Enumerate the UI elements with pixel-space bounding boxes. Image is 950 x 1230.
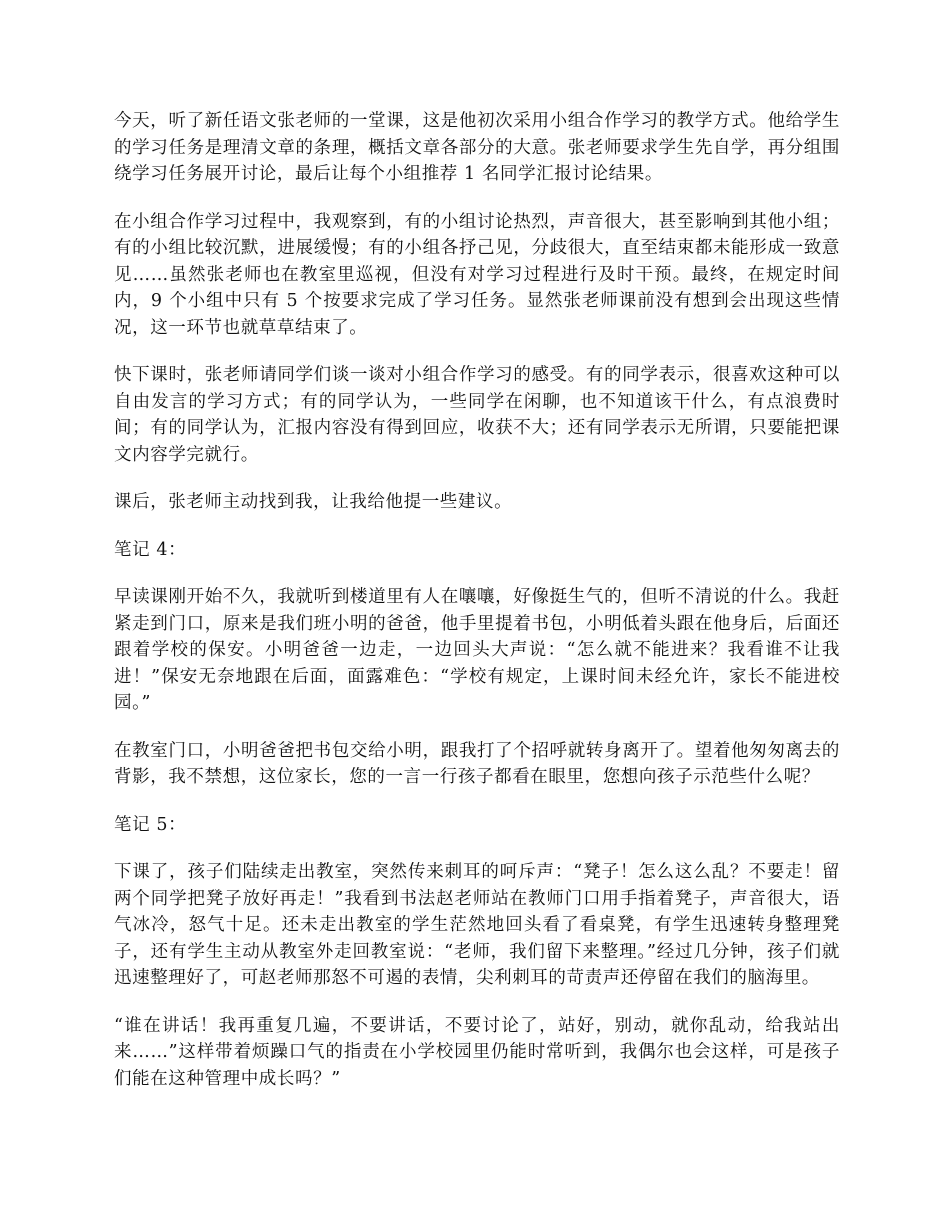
paragraph-7: 下课了，孩子们陆续走出教室，突然传来刺耳的呵斥声：“凳子！怎么这么乱？不要走！留两个同学把凳子放好再走！”我看到书法赵老师站在教师门口用手指着凳子，声音很大，语气冰冷，怒气十足。还未走出教室的学生茫然地回头看了看桌凳，有学生迅速转身整理凳子，还有学生主动从教室外走回教室说：“老师，我们留下来整理。”经过几分钟，孩子们就迅速整理好了，可赵老师那怒不可遏的表情，尖利刺耳的苛责声还停留在我们的脑海里。 — [114, 862, 840, 988]
paragraph-3: 快下课时，张老师请同学们谈一谈对小组合作学习的感受。有的同学表示，很喜欢这种可以自由发言的学习方式；有的同学认为，一些同学在闲聊，也不知道该干什么，有点浪费时间；有的同学认为，汇报内容没有得到回应，收获不大；还有同学表示无所谓，只要能把课文内容学完就行。 — [114, 365, 840, 465]
paragraph-1: 今天，听了新任语文张老师的一堂课，这是他初次采用小组合作学习的教学方式。他给学生的学习任务是理清文章的条理，概括文章各部分的大意。张老师要求学生先自学，再分组围绕学习任务展开讨论，最后让每个小组推荐 1 名同学汇报讨论结果。 — [114, 111, 840, 184]
note-4-heading: 笔记 4： — [114, 539, 187, 560]
paragraph-8: “谁在讲话！我再重复几遍，不要讲话，不要讨论了，站好，别动，就你乱动，给我站出来……”这样带着烦躁口气的指责在小学校园里仍能时常听到，我偶尔也会这样，可是孩子们能在这种管理中成长吗？” — [114, 1015, 840, 1089]
note-5-heading: 笔记 5： — [114, 814, 187, 835]
paragraph-5: 早读课刚开始不久，我就听到楼道里有人在嚷嚷，好像挺生气的，但听不清说的什么。我赶紧走到门口，原来是我们班小明的爸爸，他手里提着书包，小明低着头跟在他身后，后面还跟着学校的保安。小明爸爸一边走，一边回头大声说：“怎么就不能进来？我看谁不让我进！”保安无奈地跟在后面，面露难色：“学校有规定，上课时间未经允许，家长不能进校园。” — [114, 587, 840, 713]
paragraph-6: 在教室门口，小明爸爸把书包交给小明，跟我打了个招呼就转身离开了。望着他匆匆离去的背影，我不禁想，这位家长，您的一言一行孩子都看在眼里，您想向孩子示范些什么呢？ — [114, 740, 840, 787]
paragraph-2: 在小组合作学习过程中，我观察到，有的小组讨论热烈，声音很大，甚至影响到其他小组；有的小组比较沉默，进展缓慢；有的小组各抒己见，分歧很大，直至结束都未能形成一致意见……虽然张老师也在教室里巡视，但没有对学习过程进行及时干预。最终，在规定时间内，9 个小组中只有 5 个按要求完成了学习任务。显然张老师课前没有想到会出现这些情况，这一环节也就草草结束了。 — [114, 211, 840, 338]
document-body — [114, 108, 840, 1113]
paragraph-4: 课后，张老师主动找到我，让我给他提一些建议。 — [114, 492, 513, 512]
